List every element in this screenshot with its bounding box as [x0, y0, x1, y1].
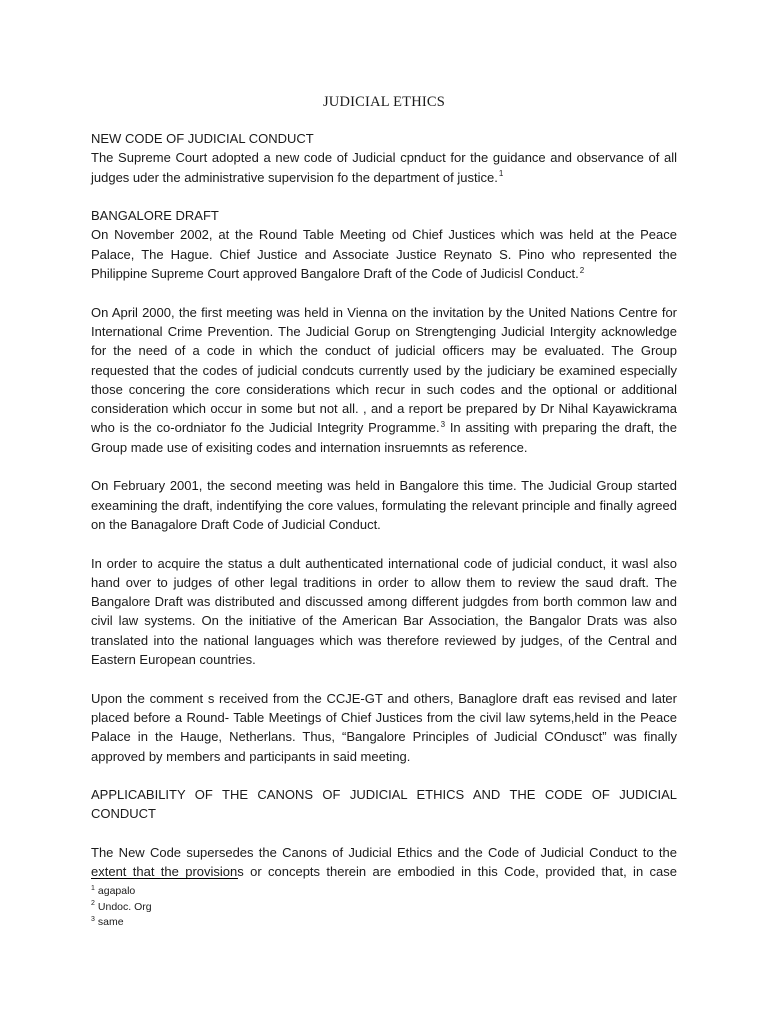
document-page	[91, 0, 677, 1024]
heading-bangalore-draft: BANGALORE DRAFT	[91, 208, 219, 224]
paragraph-new-code: The Supreme Court adopted a new code of Judicial cpnduct for the guidance and observance of all judges uder the administrative supervision fo the department of justice.	[91, 150, 677, 185]
footnote-text: Undoc. Org	[97, 900, 152, 913]
footnotes	[91, 884, 152, 931]
footnote-2	[91, 900, 152, 916]
footnote-ref-1[interactable]: 1	[498, 169, 504, 179]
footnote-1	[91, 884, 152, 900]
footnote-ref-3[interactable]: 3	[440, 420, 446, 430]
footnote-text: agapalo	[97, 885, 136, 897]
footnote-number: 3	[91, 915, 95, 923]
footnote-ref-2[interactable]: 2	[579, 265, 585, 275]
section-new-code	[91, 129, 677, 187]
paragraph-comments: Upon the comment s received from the CCJE-GT and others, Banaglore draft eas revised and later placed before a Round- Table Meetings of Chief Justices from the civil law sytems,held in the Peace Palace in the Hauge, Netherlans. Thus, “Bangalore Principles of Judicial COndusct” was finally approved by members and participants in said meeting.	[91, 690, 677, 764]
document-body	[91, 129, 677, 901]
paragraph-april-2000-part2: In assiting with preparing the draft, the Group made use of exisiting codes and internation insruemnts as reference.	[91, 420, 677, 455]
document-title: JUDICIAL ETHICS	[322, 94, 446, 110]
paragraph-status: In order to acquire the status a dult authenticated international code of judicial conduct, it wasl also hand over to judges of other legal traditions in order to allow them to review the saud draft. The Bangalore Draft was distributed and discussed among different judgdes from borth common law and civil law systems. On the initiative of the American Bar Association, the Bangalor Drats was also translated into the national languages which was therefore reviewed by judges, of the Central and Eastern European countries.	[91, 555, 677, 668]
footnote-number: 2	[91, 900, 95, 907]
heading-applicability: APPLICABILITY OF THE CANONS OF JUDICIAL ETHICS AND THE CODE OF JUDICIAL CONDUCT	[91, 787, 677, 822]
paragraph-new-code-supersedes: The New Code supersedes the Canons of Judicial Ethics and the Code of Judicial Conduct to the extent that the provisions or concepts therein are embodied in this Code, provided that, in case	[91, 844, 677, 880]
footnote-3	[91, 915, 152, 931]
footnote-number: 1	[91, 884, 95, 892]
footnote-text: same	[97, 916, 124, 928]
paragraph-february-2001: On February 2001, the second meeting was held in Bangalore this time. The Judicial Group started exeamining the draft, indentifying the core values, formulating the relevant principle and finally agreed on the Banagalore Draft Code of Judicial Conduct.	[91, 478, 677, 532]
paragraph-april-2000	[91, 303, 677, 457]
paragraph-bangalore-draft: On November 2002, at the Round Table Meeting od Chief Justices which was held at the Peace Palace, The Hague. Chief Justice and Associate Justice Reynato S. Pino who represented the Philippine Supreme Court approved Bangalore Draft of the Code of Judicisl Conduct.	[91, 227, 677, 282]
paragraph-april-2000-part1: On April 2000, the first meeting was held in Vienna on the invitation by the United Nations Centre for International Crime Prevention. The Judicial Gorup on Strengtenging Judicial Intergity acknowledge for the need of a code in which the conduct of judicial officers may be evaluated. The Group requested that the codes of judicial condcuts currently used by the judiciary be examined especially those concering the core considerations which recur in such codes and the optional or additional consideration which occur in some but not all. , and a report be prepared by Dr Nihal Kayawickrama who is the co-ordniator fo the Judicial Integrity Programme.	[91, 304, 677, 436]
heading-new-code: NEW CODE OF JUDICIAL CONDUCT	[91, 131, 314, 146]
section-bangalore-draft	[91, 206, 677, 283]
footnote-separator	[91, 878, 238, 879]
